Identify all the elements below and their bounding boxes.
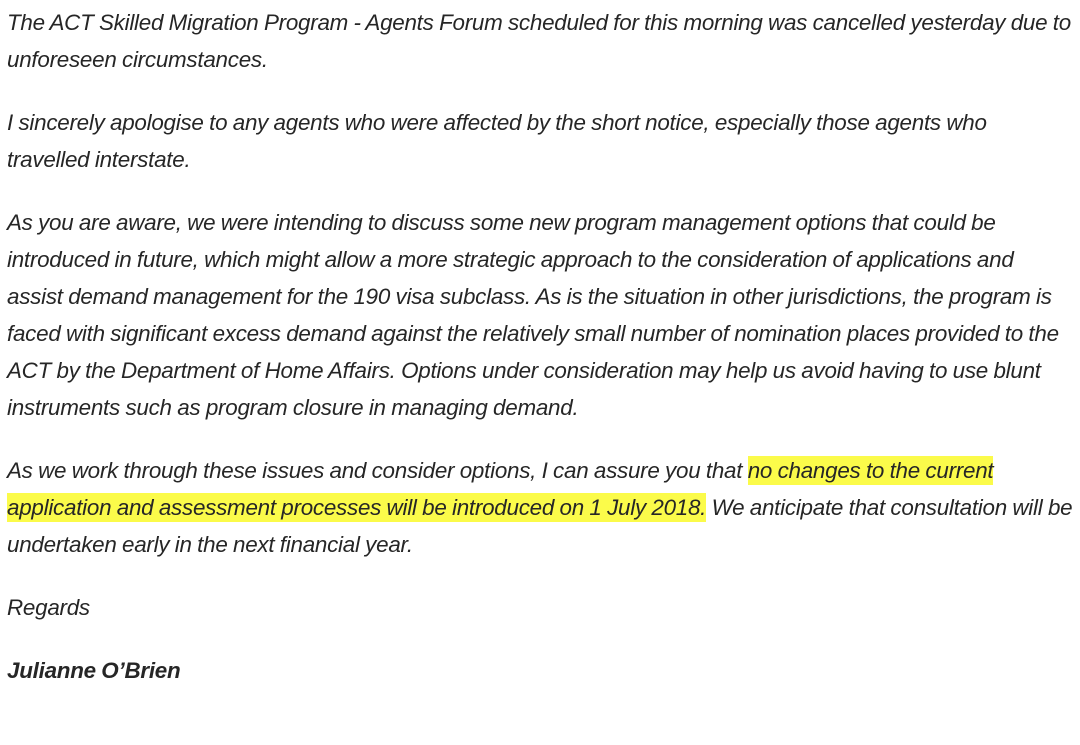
assurance-text-after: We anticipate that consultation will be undertaken early in the next financial year.	[7, 495, 1073, 557]
paragraph-cancellation-notice: The ACT Skilled Migration Program - Agents Forum scheduled for this morning was cancelled yesterday due to unforeseen circumstances.	[7, 10, 1071, 72]
paragraph-assurance	[7, 452, 1073, 563]
paragraph-apology: I sincerely apologise to any agents who were affected by the short notice, especially those agents who travelled interstate.	[7, 110, 987, 172]
signature-name: Julianne O’Brien	[7, 658, 181, 683]
paragraph-program-options: As you are aware, we were intending to discuss some new program management options that could be introduced in future, which might allow a more strategic approach to the consideration of applications and assist demand management for the 190 visa subclass. As is the situation in other jurisdictions, the program is faced with significant excess demand against the relatively small number of nomination places provided to the ACT by the Department of Home Affairs. Options under consideration may help us avoid having to use blunt instruments such as program closure in managing demand.	[7, 210, 1059, 420]
assurance-text-before: As we work through these issues and consider options, I can assure you that	[7, 458, 748, 483]
email-body	[7, 4, 1073, 689]
signature-block	[7, 652, 1073, 689]
closing-regards: Regards	[7, 595, 90, 620]
highlighted-assurance: no changes to the current application and assessment processes will be introduced on 1 July 2018.	[7, 458, 994, 520]
